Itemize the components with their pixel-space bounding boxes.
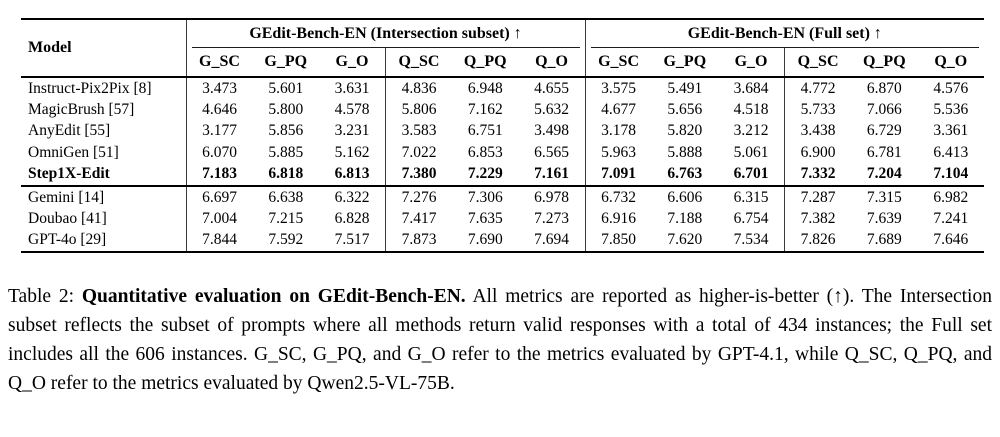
metric-value: 5.061 [733, 143, 769, 161]
metric-value: 6.732 [585, 186, 652, 208]
subheader-g_sc-full: G_SC [585, 48, 652, 77]
metric-value: 6.315 [733, 188, 769, 206]
subheader-q_pq-intersection: Q_PQ [463, 53, 507, 70]
metric-value: 7.826 [785, 230, 852, 252]
table-header [21, 19, 984, 77]
model-name: Doubao [41] [28, 210, 107, 228]
metric-value: 6.751 [467, 122, 503, 140]
metric-value: 3.498 [534, 122, 569, 140]
table-row [21, 142, 984, 163]
metric-value: 6.322 [334, 188, 370, 206]
metric-value: 6.916 [585, 208, 652, 229]
metric-value: 7.161 [534, 165, 569, 183]
metric-value: 7.417 [386, 208, 453, 229]
subheader-q_o-full: Q_O [934, 53, 968, 70]
metric-value: 7.215 [268, 210, 304, 228]
table-row [21, 208, 984, 229]
metric-value: 6.701 [733, 165, 769, 183]
metric-value: 6.853 [467, 143, 503, 161]
table-caption [8, 283, 992, 398]
metric-value: 3.178 [585, 121, 652, 142]
metric-value: 7.332 [785, 164, 852, 186]
metric-value: 6.813 [334, 165, 370, 183]
metric-value: 7.620 [667, 231, 703, 249]
metric-value: 7.517 [334, 231, 370, 249]
metric-value: 7.204 [866, 165, 902, 183]
group-header-row [21, 19, 984, 48]
metric-value: 7.690 [467, 231, 503, 249]
metric-value: 5.856 [268, 122, 304, 140]
metric-value: 7.162 [467, 101, 503, 119]
table-row [21, 99, 984, 120]
open-models-section [21, 77, 984, 186]
metric-value: 6.754 [733, 210, 769, 228]
table-row [21, 164, 984, 186]
model-column-header: Model [28, 39, 72, 56]
metric-value: 6.870 [866, 79, 902, 97]
subheader-g_pq-full: G_PQ [663, 53, 707, 70]
metric-value: 5.632 [534, 101, 569, 119]
metric-value: 7.022 [386, 142, 453, 163]
table-row [21, 121, 984, 142]
caption-label: Table 2: [8, 286, 82, 307]
closed-models-section [21, 186, 984, 252]
metric-value: 6.729 [866, 122, 902, 140]
model-name: MagicBrush [57] [28, 101, 135, 119]
metric-value: 6.978 [534, 188, 569, 206]
metric-value: 6.781 [866, 143, 902, 161]
metric-value: 3.177 [186, 121, 253, 142]
subheader-g_sc-intersection: G_SC [186, 48, 253, 77]
metric-value: 7.315 [866, 188, 902, 206]
metric-value: 6.413 [933, 143, 969, 161]
metric-value: 4.655 [534, 79, 569, 97]
subheader-g_o-full: G_O [734, 53, 768, 70]
metric-value: 6.982 [933, 188, 969, 206]
metric-value: 3.361 [933, 122, 969, 140]
subheader-q_sc-intersection: Q_SC [386, 48, 453, 77]
metric-value: 6.900 [785, 142, 852, 163]
metric-value: 5.963 [585, 142, 652, 163]
subheader-q_o-intersection: Q_O [535, 53, 568, 70]
table-row [21, 186, 984, 208]
caption-body-text: All metrics are reported as higher-is-better (↑). The Intersection subset reflects the subset of prompts where all methods return valid responses with a total of 434 instances; the Full set includes all the 606 instances. G_SC, G_PQ, and G_O refer to the metrics evaluated by GPT-4.1, while Q_SC, Q_PQ, and Q_O refer to the metrics evaluated by Qwen2.5-VL-75B. [8, 286, 992, 394]
benchmark-table [21, 18, 984, 253]
metric-value: 4.836 [386, 77, 453, 99]
metric-value: 3.473 [186, 77, 253, 99]
metric-value: 7.287 [785, 186, 852, 208]
metric-value: 7.844 [186, 230, 253, 252]
caption-bold-title: Quantitative evaluation on GEdit-Bench-EN. [81, 286, 466, 307]
metric-value: 3.575 [585, 77, 652, 99]
model-name: Step1X-Edit [28, 165, 110, 183]
metric-value: 5.888 [667, 143, 703, 161]
metric-value: 6.828 [334, 210, 370, 228]
metric-value: 7.241 [933, 210, 969, 228]
metric-value: 5.162 [334, 143, 370, 161]
metric-value: 7.694 [534, 231, 569, 249]
metric-value: 7.689 [866, 231, 902, 249]
metric-value: 4.576 [933, 79, 969, 97]
metric-value: 3.631 [334, 79, 370, 97]
metric-value: 7.091 [585, 164, 652, 186]
metric-value: 5.800 [268, 101, 304, 119]
metric-value: 7.534 [733, 231, 769, 249]
metric-value: 7.646 [933, 231, 969, 249]
metric-value: 7.066 [866, 101, 902, 119]
metric-value: 3.231 [334, 122, 370, 140]
table-row [21, 230, 984, 252]
subheader-g_pq-intersection: G_PQ [264, 53, 308, 70]
model-name: GPT-4o [29] [28, 231, 107, 249]
model-name: AnyEdit [55] [28, 122, 111, 140]
metric-value: 7.873 [386, 230, 453, 252]
metric-value: 6.763 [667, 165, 703, 183]
model-name: OmniGen [51] [28, 143, 119, 161]
metric-value: 7.273 [534, 210, 569, 228]
metric-value: 5.733 [785, 99, 852, 120]
metric-value: 7.104 [933, 165, 969, 183]
metric-value: 5.656 [667, 101, 703, 119]
metric-value: 7.382 [785, 208, 852, 229]
model-name: Instruct-Pix2Pix [8] [28, 79, 152, 97]
metric-value: 3.684 [733, 79, 769, 97]
metric-value: 5.536 [933, 101, 969, 119]
metric-value: 7.183 [186, 164, 253, 186]
metric-value: 5.491 [667, 79, 703, 97]
metric-value: 7.639 [866, 210, 902, 228]
subheader-g_o-intersection: G_O [335, 53, 369, 70]
metric-value: 5.601 [268, 79, 304, 97]
metric-value: 5.820 [667, 122, 703, 140]
table-row [21, 77, 984, 99]
subheader-q_pq-full: Q_PQ [862, 53, 906, 70]
metric-value: 7.592 [268, 231, 304, 249]
metric-value: 3.212 [733, 122, 769, 140]
metric-value: 5.806 [386, 99, 453, 120]
metric-value: 7.850 [585, 230, 652, 252]
metric-value: 6.606 [667, 188, 703, 206]
metric-value: 6.697 [186, 186, 253, 208]
metric-value: 4.772 [785, 77, 852, 99]
metric-value: 7.635 [467, 210, 503, 228]
metric-value: 6.818 [268, 165, 304, 183]
metric-value: 6.948 [467, 79, 503, 97]
metric-value: 3.583 [386, 121, 453, 142]
model-name: Gemini [14] [28, 188, 105, 206]
metric-value: 7.306 [467, 188, 503, 206]
metric-value: 4.518 [733, 101, 769, 119]
metric-value: 5.885 [268, 143, 304, 161]
metric-value: 7.380 [386, 164, 453, 186]
metric-value: 7.276 [386, 186, 453, 208]
metric-value: 4.578 [334, 101, 370, 119]
group-header-full-set: GEdit-Bench-EN (Full set) ↑ [585, 19, 984, 48]
subheader-q_sc-full: Q_SC [785, 48, 852, 77]
metric-value: 4.646 [186, 99, 253, 120]
metric-value: 6.565 [534, 143, 569, 161]
metric-value: 7.188 [667, 210, 703, 228]
group-header-intersection-subset: GEdit-Bench-EN (Intersection subset) ↑ [186, 19, 585, 48]
metric-value: 7.229 [467, 165, 503, 183]
metric-value: 6.070 [186, 142, 253, 163]
metric-value: 7.004 [186, 208, 253, 229]
metric-value: 4.677 [585, 99, 652, 120]
metric-value: 3.438 [785, 121, 852, 142]
metric-value: 6.638 [268, 188, 304, 206]
